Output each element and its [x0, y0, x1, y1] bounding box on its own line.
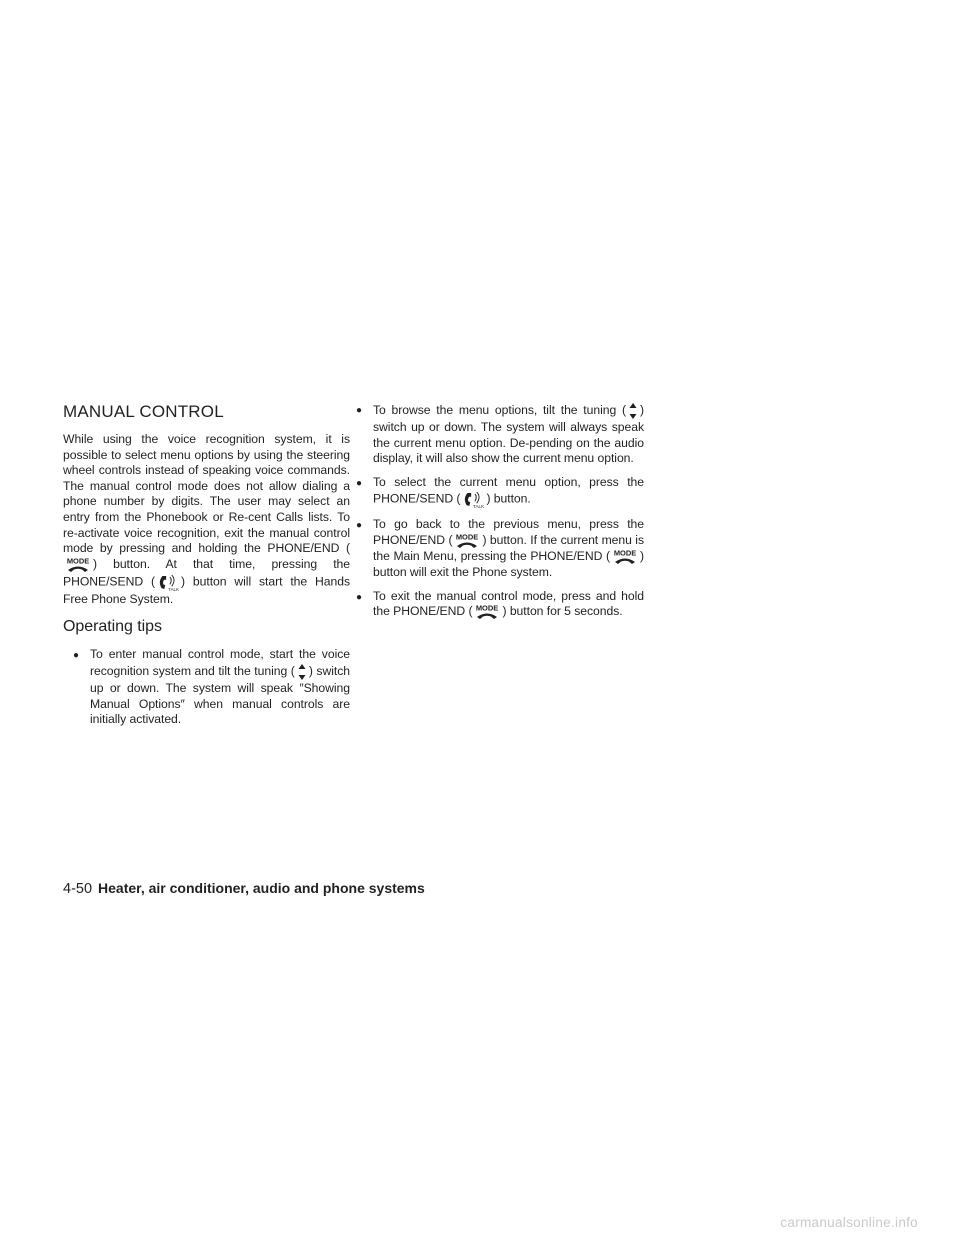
tips-list-right — [356, 402, 644, 620]
intro-paragraph — [63, 432, 350, 607]
bullet-icon: ● — [356, 477, 362, 489]
intro-text-1: While using the voice recognition system, it is possible to select menu options by using the steering wheel controls instead of speaking voice commands. The manual control mode does not allow dialing a phone number by digits. The user may select an entry from the Phonebook or Re-cent Calls lists. To re-activate voice recognition, exit the manual control mode by pressing and holding the PHONE/END ( — [63, 432, 350, 556]
phone-send-icon — [155, 573, 181, 592]
tip-text: To exit the manual control mode, press and hold the PHONE/END ( — [373, 588, 644, 619]
tip-text: ) button. If the current menu is the Main Menu, pressing the PHONE/END ( — [373, 533, 644, 564]
bullet-icon: ● — [356, 405, 362, 416]
page-footer — [63, 880, 425, 897]
phone-end-mode-icon — [610, 549, 640, 565]
operating-tips-title: Operating tips — [63, 618, 162, 636]
bullet-icon: ● — [73, 650, 79, 662]
phone-end-mode-icon — [452, 533, 482, 549]
tips-list-left — [63, 647, 350, 727]
tip-text: To select the current menu option, press the PHONE/SEND ( — [373, 474, 644, 507]
list-item — [73, 647, 350, 727]
list-item — [356, 475, 644, 510]
tuning-switch-icon — [295, 663, 309, 681]
section-title: MANUAL CONTROL — [63, 402, 224, 421]
tip-text: To enter manual control mode, start the voice recognition system and tilt the tuning ( — [90, 647, 350, 679]
phone-end-mode-icon — [472, 604, 502, 620]
tuning-switch-icon — [626, 402, 640, 420]
bullet-icon: ● — [356, 520, 362, 532]
list-item — [356, 589, 644, 621]
right-column — [356, 402, 644, 628]
tip-text: To browse the menu options, tilt the tuning ( — [373, 403, 626, 418]
list-item — [356, 402, 644, 467]
intro-text-3: ) button will start the Hands Free Phone System. — [63, 574, 350, 606]
tip-text: ) button will exit the Phone system. — [373, 549, 644, 579]
watermark: carmanualsonline.info — [780, 1215, 918, 1230]
tip-text: ) switch up or down. The system will always speak the current menu option. De-pending on the audio display, it will also show the current menu option. — [373, 403, 644, 466]
bullet-icon: ● — [356, 591, 362, 603]
footer-section-title: Heater, air conditioner, audio and phone systems — [98, 880, 425, 896]
tip-text: ) button for 5 seconds. — [502, 604, 623, 619]
tip-text: To go back to the previous menu, press the PHONE/END ( — [373, 517, 644, 548]
intro-text-2: ) button. At that time, pressing the PHONE/SEND ( — [63, 556, 350, 589]
tip-text: ) button. — [486, 492, 531, 507]
list-item — [356, 517, 644, 580]
phone-send-icon — [460, 490, 486, 509]
tip-text: ) switch up or down. The system will speak ″Showing Manual Options″ when manual controls are initially activated. — [90, 664, 350, 727]
left-column — [63, 402, 350, 736]
phone-end-mode-icon — [63, 557, 93, 573]
page-number: 4-50 — [63, 881, 93, 897]
